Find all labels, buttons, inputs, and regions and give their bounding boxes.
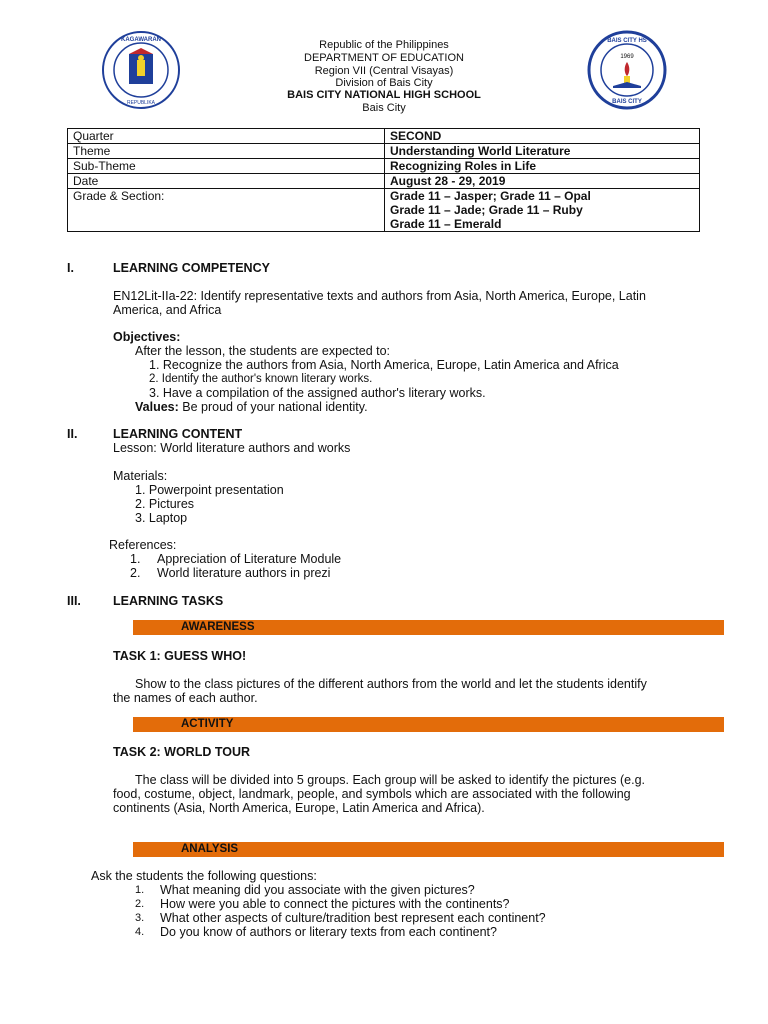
header-republic: Republic of the Philippines <box>319 39 449 51</box>
grade-line-3: Grade 11 – Emerald <box>390 217 502 231</box>
question-4: Do you know of authors or literary texts from each continent? <box>160 925 497 939</box>
task-2-line-1: The class will be divided into 5 groups. Each group will be asked to identify the pictures (e.g. <box>135 773 645 787</box>
grade-line-2: Grade 11 – Jade; Grade 11 – Ruby <box>390 203 583 217</box>
analysis-bar <box>133 842 724 857</box>
section-2-number: II. <box>67 427 78 441</box>
svg-text:BAIS CITY HS: BAIS CITY HS <box>607 38 647 44</box>
question-1-number: 1. <box>135 884 145 896</box>
svg-text:BAIS CITY: BAIS CITY <box>612 99 642 105</box>
competency-line-1: EN12Lit-IIa-22: Identify representative texts and authors from Asia, North America, Europe, Latin <box>113 289 646 303</box>
section-1-title: LEARNING COMPETENCY <box>113 261 270 275</box>
material-2: 2. Pictures <box>135 497 195 511</box>
task-2-line-3: continents (Asia, North America, Europe, Latin America and Africa). <box>113 801 485 815</box>
question-1: What meaning did you associate with the given pictures? <box>160 883 475 897</box>
theme-label: Theme <box>68 144 385 159</box>
lesson-info-table <box>67 128 700 232</box>
table-row <box>68 189 700 232</box>
reference-1: Appreciation of Literature Module <box>157 552 342 566</box>
objective-1: 1. Recognize the authors from Asia, North America, Europe, Latin America and Africa <box>149 358 619 372</box>
date-label: Date <box>68 174 385 189</box>
header-department: DEPARTMENT OF EDUCATION <box>304 52 464 64</box>
date-value: August 28 - 29, 2019 <box>385 174 700 189</box>
awareness-bar <box>133 620 724 635</box>
subtheme-label: Sub-Theme <box>68 159 385 174</box>
awareness-label: AWARENESS <box>181 621 255 633</box>
table-row <box>68 129 700 144</box>
question-2-number: 2. <box>135 898 145 910</box>
svg-text:REPUBLIKA: REPUBLIKA <box>126 100 156 106</box>
reference-1-number: 1. <box>130 552 141 566</box>
section-3-title: LEARNING TASKS <box>113 594 224 608</box>
competency-line-2: America, and Africa <box>113 303 222 317</box>
quarter-label: Quarter <box>68 129 385 144</box>
section-3-number: III. <box>67 594 81 608</box>
header-region: Region VII (Central Visayas) <box>314 65 454 77</box>
lesson-line: Lesson: World literature authors and works <box>113 441 351 455</box>
reference-2: World literature authors in prezi <box>157 566 331 580</box>
task-1-line-2: the names of each author. <box>113 691 258 705</box>
question-4-number: 4. <box>135 926 145 938</box>
materials-label: Materials: <box>113 469 168 483</box>
task-2-line-2: food, costume, object, landmark, people, and symbols which are associated with the following <box>113 787 631 801</box>
objective-3: 3. Have a compilation of the assigned author's literary works. <box>149 386 486 400</box>
question-2: How were you able to connect the pictures with the continents? <box>160 897 510 911</box>
activity-label: ACTIVITY <box>181 718 234 730</box>
objectives-intro: After the lesson, the students are expected to: <box>135 344 391 358</box>
svg-text:1969: 1969 <box>620 54 634 60</box>
task-2-title: TASK 2: WORLD TOUR <box>113 745 251 759</box>
grade-label: Grade & Section: <box>68 189 385 232</box>
material-3: 3. Laptop <box>135 511 188 525</box>
analysis-label: ANALYSIS <box>181 843 239 855</box>
header-city: Bais City <box>362 102 406 114</box>
svg-text:KAGAWARAN: KAGAWARAN <box>121 37 161 43</box>
values-line <box>135 400 368 414</box>
references-label: References: <box>109 538 177 552</box>
values-text: Be proud of your national identity. <box>178 400 368 414</box>
task-1-title: TASK 1: GUESS WHO! <box>113 649 247 663</box>
grade-line-1: Grade 11 – Jasper; Grade 11 – Opal <box>390 189 591 203</box>
table-row <box>68 144 700 159</box>
header-school: BAIS CITY NATIONAL HIGH SCHOOL <box>287 89 481 101</box>
table-row <box>68 174 700 189</box>
section-2-title: LEARNING CONTENT <box>113 427 243 441</box>
task-1-line-1: Show to the class pictures of the different authors from the world and let the students identify <box>135 677 647 691</box>
question-3: What other aspects of culture/tradition best represent each continent? <box>160 911 546 925</box>
objective-2: 2. Identify the author's known literary works. <box>149 373 373 385</box>
theme-value: Understanding World Literature <box>385 144 700 159</box>
material-1: 1. Powerpoint presentation <box>135 483 284 497</box>
subtheme-value: Recognizing Roles in Life <box>385 159 700 174</box>
table-row <box>68 159 700 174</box>
values-label: Values: <box>135 400 179 414</box>
header-division: Division of Bais City <box>335 77 433 89</box>
activity-bar <box>133 717 724 732</box>
quarter-value: SECOND <box>385 129 700 144</box>
objectives-label: Objectives: <box>113 330 181 344</box>
question-3-number: 3. <box>135 912 145 924</box>
questions-intro: Ask the students the following questions: <box>91 869 317 883</box>
grade-value <box>385 189 700 232</box>
section-1-number: I. <box>67 261 74 275</box>
reference-2-number: 2. <box>130 566 141 580</box>
